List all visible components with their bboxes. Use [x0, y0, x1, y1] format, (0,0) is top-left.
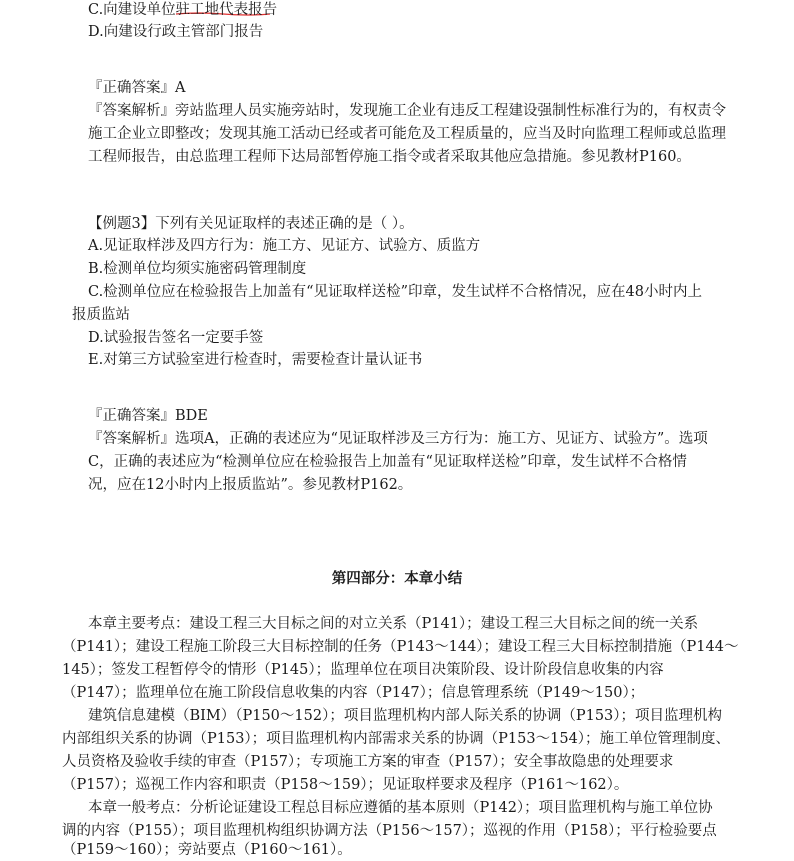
summary-line-2: （P141）；建设工程施工阶段三大目标控制的任务（P143～144）；建设工程三大目标控制措施（P144～ [62, 639, 739, 655]
summary-line-6: 内部组织关系的协调（P153）；项目监理机构内部需求关系的协调（P153～154）；施工单位管理制度、 [62, 731, 731, 747]
summary-line-11: （P159～160）；旁站要点（P160～161）。 [62, 842, 352, 858]
q3-option-b: B.检测单位均须实施密码管理制度 [88, 261, 307, 277]
summary-line-5: 建筑信息建模（BIM）（P150～152）；项目监理机构内部人际关系的协调（P153）；项目监理机构 [88, 708, 723, 724]
q3-answer: 『正确答案』BDE [88, 408, 208, 424]
q3-analysis-line-1: 『答案解析』选项A，正确的表述应为“见证取样涉及三方行为：施工方、见证方、试验方”。选项 [88, 431, 708, 447]
summary-line-8: （P157）；巡视工作内容和职责（P158～159）；见证取样要求及程序（P161～162）。 [62, 777, 629, 793]
summary-line-4: （P147）；监理单位在施工阶段信息收集的内容（P147）；信息管理系统（P149～150）； [62, 685, 645, 701]
q3-option-a: A.见证取样涉及四方行为：施工方、见证方、试验方、质监方 [88, 238, 481, 254]
summary-section-title: 第四部分：本章小结 [331, 571, 463, 587]
q3-analysis-line-2: C，正确的表述应为“检测单位应在检验报告上加盖有“见证取样送检”印章，发生试样不合格情 [88, 454, 687, 470]
q2-option-c: C.向建设单位驻工地代表报告 [88, 2, 278, 18]
summary-line-10: 调的内容（P155）；项目监理机构组织协调方法（P156～157）；巡视的作用（P158）；平行检验要点 [62, 823, 717, 839]
q2-analysis-line-3: 工程师报告，由总监理工程师下达局部暂停施工指令或者采取其他应急措施。参见教材P160。 [88, 149, 691, 165]
q3-stem: 【例题3】下列有关见证取样的表述正确的是（ ）。 [88, 216, 414, 232]
q2-answer: 『正确答案』A [88, 80, 186, 96]
q2-analysis-line-1: 『答案解析』旁站监理人员实施旁站时，发现施工企业有违反工程建设强制性标准行为的，有权责令 [88, 103, 726, 119]
summary-line-7: 人员资格及验收手续的审查（P157）；专项施工方案的审查（P157）；安全事故隐患的处理要求 [62, 754, 674, 770]
summary-line-3: 145）；签发工程暂停令的情形（P145）；监理单位在项目决策阶段、设计阶段信息收集的内容 [62, 662, 664, 678]
q2-option-d: D.向建设行政主管部门报告 [88, 24, 264, 40]
q3-option-c-line-2: 报质监站 [72, 307, 130, 323]
summary-line-1: 本章主要考点：建设工程三大目标之间的对立关系（P141）；建设工程三大目标之间的统一关系 [88, 616, 699, 632]
q3-option-c-line-1: C.检测单位应在检验报告上加盖有“见证取样送检”印章，发生试样不合格情况，应在48小时内上 [88, 284, 702, 300]
q3-option-e: E.对第三方试验室进行检查时，需要检查计量认证书 [88, 352, 423, 368]
summary-line-9: 本章一般考点：分析论证建设工程总目标应遵循的基本原则（P142）；项目监理机构与施工单位协 [88, 800, 713, 816]
q2-analysis-line-2: 施工企业立即整改；发现其施工活动已经或者可能危及工程质量的，应当及时向监理工程师或总监理 [88, 126, 726, 142]
q3-analysis-line-3: 况，应在12小时内上报质监站”。参见教材P162。 [88, 477, 413, 493]
q3-option-d: D.试验报告签名一定要手签 [88, 330, 264, 346]
